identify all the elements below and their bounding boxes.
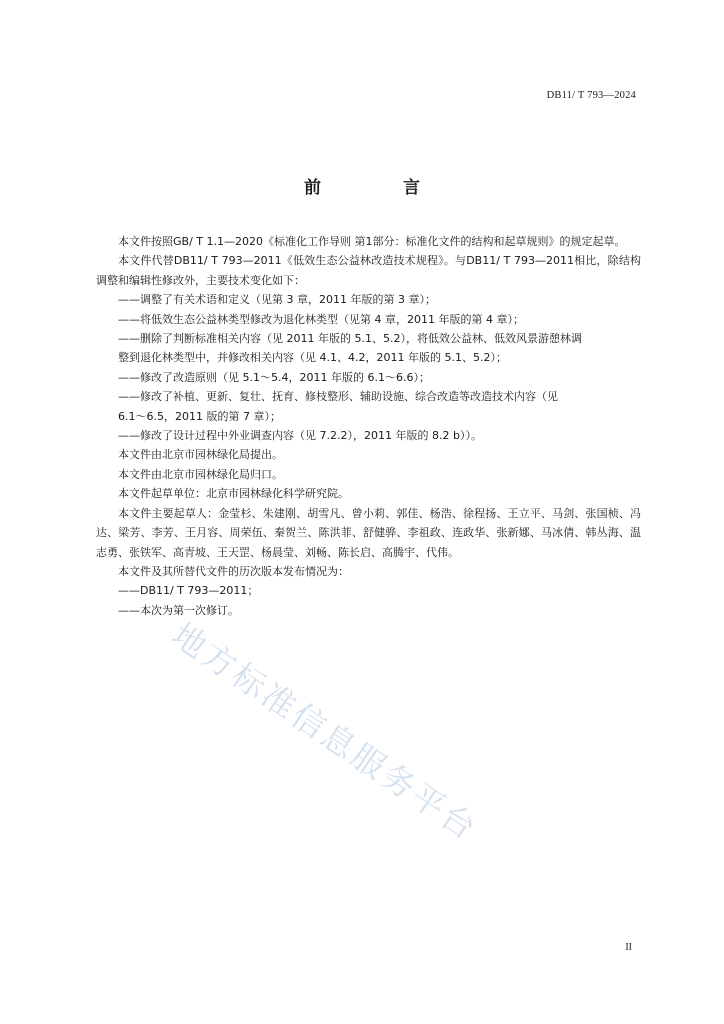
- change-item-criteria: ——删除了判断标准相关内容（见 2011 年版的 5.1、5.2），将低效公益林、低效风景游憩林调: [118, 332, 582, 346]
- history-item-first-revision: ——本次为第一次修订。: [118, 603, 239, 617]
- foreword-body: [96, 232, 641, 620]
- paragraph-administrator: 本文件由北京市园林绿化局归口。: [118, 467, 283, 481]
- change-item-terms: ——调整了有关术语和定义（见第 3 章，2011 年版的第 3 章）；: [118, 293, 436, 307]
- change-item-forest-type: ——将低效生态公益林类型修改为退化林类型（见第 4 章，2011 年版的第 4 章）；: [118, 312, 524, 326]
- watermark: 地方标准信息服务平台: [164, 614, 486, 849]
- change-item-survey: ——修改了设计过程中外业调查内容（见 7.2.2），2011 年版的 8.2 b））。: [118, 429, 482, 443]
- standard-code-header: DB11/ T 793—2024: [546, 90, 636, 101]
- change-item-criteria-cont: 整到退化林类型中，并修改相关内容（见 4.1、4.2，2011 年版的 5.1、5.2）；: [118, 351, 507, 365]
- change-item-techniques: ——修改了补植、更新、复壮、抚育、修枝整形、辅助设施、综合改造等改造技术内容（见: [118, 390, 558, 404]
- change-item-techniques-cont: 6.1～6.5，2011 版的第 7 章）；: [118, 409, 281, 423]
- page-number: II: [625, 942, 632, 953]
- paragraph-proposer: 本文件由北京市园林绿化局提出。: [118, 448, 283, 462]
- paragraph-drafters: 本文件主要起草人：金莹杉、朱建刚、胡雪凡、曾小莉、郭佳、杨浩、徐程扬、王立平、马剑、张国桢、冯达、梁芳、李芳、王月容、周荣伍、秦贺兰、陈洪菲、舒健骅、李祖政、连政华、张新娜、马冰倩、韩丛海、温志勇、张铁军、高青坡、王天罡、杨晨莹、刘畅、陈长启、高腾宇、代伟。: [96, 506, 641, 559]
- paragraph-drafting-rules: 本文件按照GB/ T 1.1—2020《标准化工作导则 第1部分：标准化文件的结构和起草规则》的规定起草。: [118, 235, 626, 248]
- change-item-principles: ——修改了改造原则（见 5.1～5.4，2011 年版的 6.1～6.6）；: [118, 370, 430, 384]
- paragraph-replacement: 本文件代替DB11/ T 793—2011《低效生态公益林改造技术规程》。与DB11/ T 793—2011相比，除结构调整和编辑性修改外，主要技术变化如下：: [96, 254, 641, 287]
- page-title: 前 言: [304, 178, 458, 198]
- paragraph-history: 本文件及其所替代文件的历次版本发布情况为：: [118, 564, 349, 578]
- history-item-2011: ——DB11/ T 793—2011；: [118, 584, 259, 598]
- paragraph-drafting-unit: 本文件起草单位：北京市园林绿化科学研究院。: [118, 487, 349, 501]
